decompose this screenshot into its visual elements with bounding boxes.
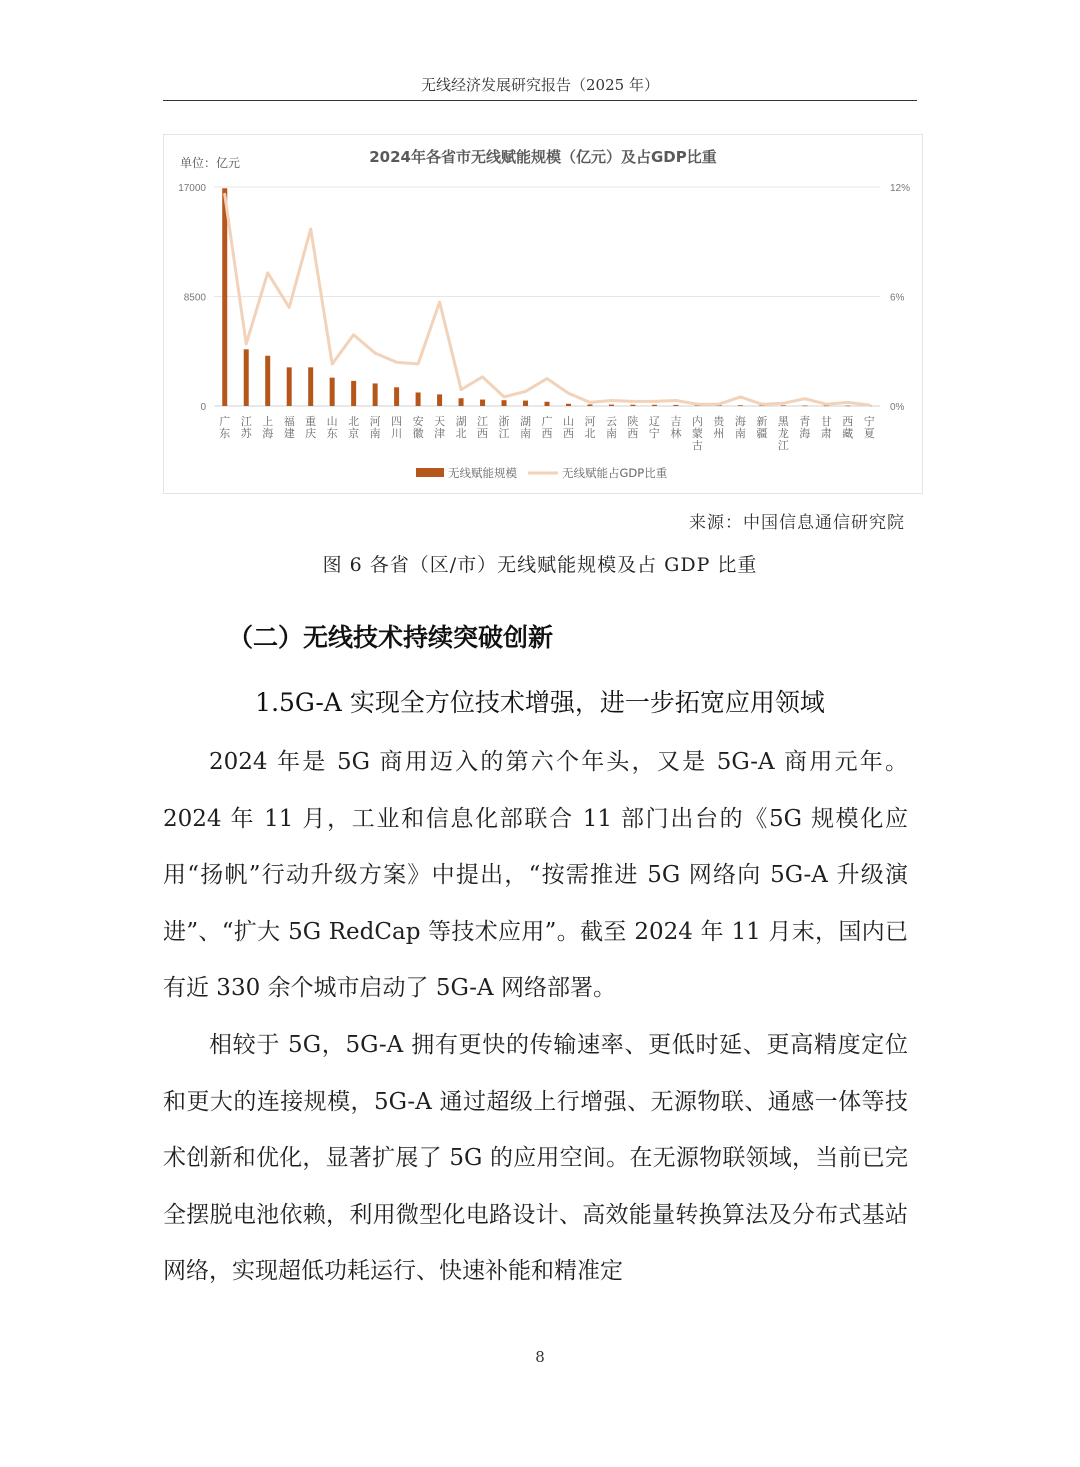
bar: [330, 378, 335, 406]
series-line: [225, 194, 870, 405]
x-tick-label: 河北: [584, 415, 596, 440]
y-axis-right: [890, 183, 910, 413]
bar: [609, 405, 614, 406]
x-tick-label: 贵州: [713, 415, 725, 440]
bar: [502, 400, 507, 406]
x-tick-label: 宁夏: [863, 415, 875, 440]
bar: [566, 404, 571, 406]
page-number: 8: [535, 1348, 545, 1366]
y-right-tick-label: 0%: [890, 402, 905, 413]
x-tick-label: 陕西: [627, 415, 639, 440]
bar: [222, 188, 227, 406]
page-header: 无线经济发展研究报告（2025 年）: [421, 76, 659, 94]
x-tick-label: 河南: [369, 415, 381, 440]
chart-figure: [163, 134, 923, 494]
subsection-heading: 1.5G-A 实现全方位技术增强，进一步拓宽应用领域: [255, 688, 825, 717]
bar: [459, 398, 464, 406]
bar: [545, 402, 550, 406]
x-axis-labels: [219, 414, 875, 452]
x-tick-label: 甘肃: [820, 415, 832, 440]
header-rule: [163, 100, 917, 101]
gridlines: [214, 187, 880, 406]
bar: [587, 404, 592, 406]
x-tick-label: 北京: [348, 415, 360, 440]
legend-line-label: 无线赋能占GDP比重: [562, 466, 668, 480]
x-tick-label: 吉林: [670, 415, 682, 440]
x-tick-label: 广东: [219, 415, 231, 440]
x-tick-label: 上海: [262, 415, 274, 440]
legend-bar-label: 无线赋能规模: [448, 466, 517, 480]
x-tick-label: 新疆: [756, 415, 768, 440]
bar: [523, 401, 528, 406]
bar: [781, 405, 786, 406]
section-heading: （二）无线技术持续突破创新: [228, 623, 554, 652]
bar: [845, 406, 850, 407]
x-tick-label: 黑龙江: [777, 415, 789, 452]
figure-caption: 图 6 各省（区/市）无线赋能规模及占 GDP 比重: [322, 554, 758, 576]
x-tick-label: 湖北: [455, 415, 467, 440]
bar: [244, 349, 249, 406]
x-tick-label: 天津: [434, 415, 446, 440]
body-paragraph: 相较于 5G，5G-A 拥有更快的传输速率、更低时延、更高精度定位和更大的连接规模，5G-A 通过超级上行增强、无源物联、通感一体等技术创新和优化，显著扩展了 5G 的应用空间。在无源物联领域，当前已完全摆脱电池依赖，利用微型化电路设计、高效能量转换算法及分布式基站网络，实现超低功耗运行、快速补能和精准定: [163, 1032, 908, 1284]
y-right-tick-label: 6%: [890, 292, 905, 304]
x-tick-label: 青海: [799, 415, 811, 440]
bar: [287, 367, 292, 406]
x-tick-label: 江西: [477, 415, 489, 440]
bar: [394, 387, 399, 406]
x-tick-label: 辽宁: [648, 415, 660, 440]
bar: [802, 405, 807, 406]
x-tick-label: 江苏: [240, 415, 252, 440]
bar: [630, 405, 635, 406]
x-tick-label: 山西: [562, 415, 574, 440]
body-paragraph: 2024 年是 5G 商用迈入的第六个年头，又是 5G-A 商用元年。2024 年 11 月，工业和信息化部联合 11 部门出台的《5G 规模化应用“扬帆”行动升级方案》中提出，“按需推进 5G 网络向 5G-A 升级演进”、“扩大 5G RedCap 等技术应用”。截至 2024 年 11 月末，国内已有近 330 余个城市启动了 5G-A 网络部署。: [163, 749, 908, 1001]
chart-legend: [416, 466, 668, 480]
y-left-tick-label: 8500: [183, 292, 206, 304]
bar: [437, 394, 442, 406]
x-tick-label: 浙江: [498, 415, 510, 440]
x-tick-label: 重庆: [305, 415, 317, 440]
y-axis-left: [178, 183, 206, 413]
bar: [416, 392, 421, 406]
x-tick-label: 内蒙古: [691, 415, 703, 452]
x-tick-label: 西藏: [842, 415, 854, 440]
bar: [308, 367, 313, 406]
x-tick-label: 四川: [391, 415, 403, 440]
bar: [373, 383, 378, 406]
x-tick-label: 广西: [541, 415, 553, 440]
chart-svg: [164, 135, 922, 493]
y-left-tick-label: 17000: [178, 183, 206, 194]
line-series: [225, 194, 870, 405]
bar: [480, 400, 485, 406]
bar: [652, 405, 657, 406]
x-tick-label: 湖南: [520, 415, 532, 440]
bar: [738, 405, 743, 406]
bar: [351, 381, 356, 406]
bar: [265, 356, 270, 406]
figure-source: 来源：中国信息通信研究院: [689, 513, 905, 533]
chart-unit-label: 单位：亿元: [180, 156, 241, 170]
y-right-tick-label: 12%: [890, 183, 911, 194]
x-tick-label: 山东: [326, 415, 338, 440]
x-tick-label: 云南: [605, 415, 617, 440]
bar: [673, 405, 678, 406]
legend-bar-swatch: [416, 468, 444, 477]
chart-title: 2024年各省市无线赋能规模（亿元）及占GDP比重: [369, 148, 717, 166]
x-tick-label: 福建: [283, 415, 295, 440]
bar-series: [222, 188, 872, 406]
x-tick-label: 安徽: [412, 415, 424, 440]
x-tick-label: 海南: [734, 415, 746, 440]
y-left-tick-label: 0: [200, 402, 206, 413]
